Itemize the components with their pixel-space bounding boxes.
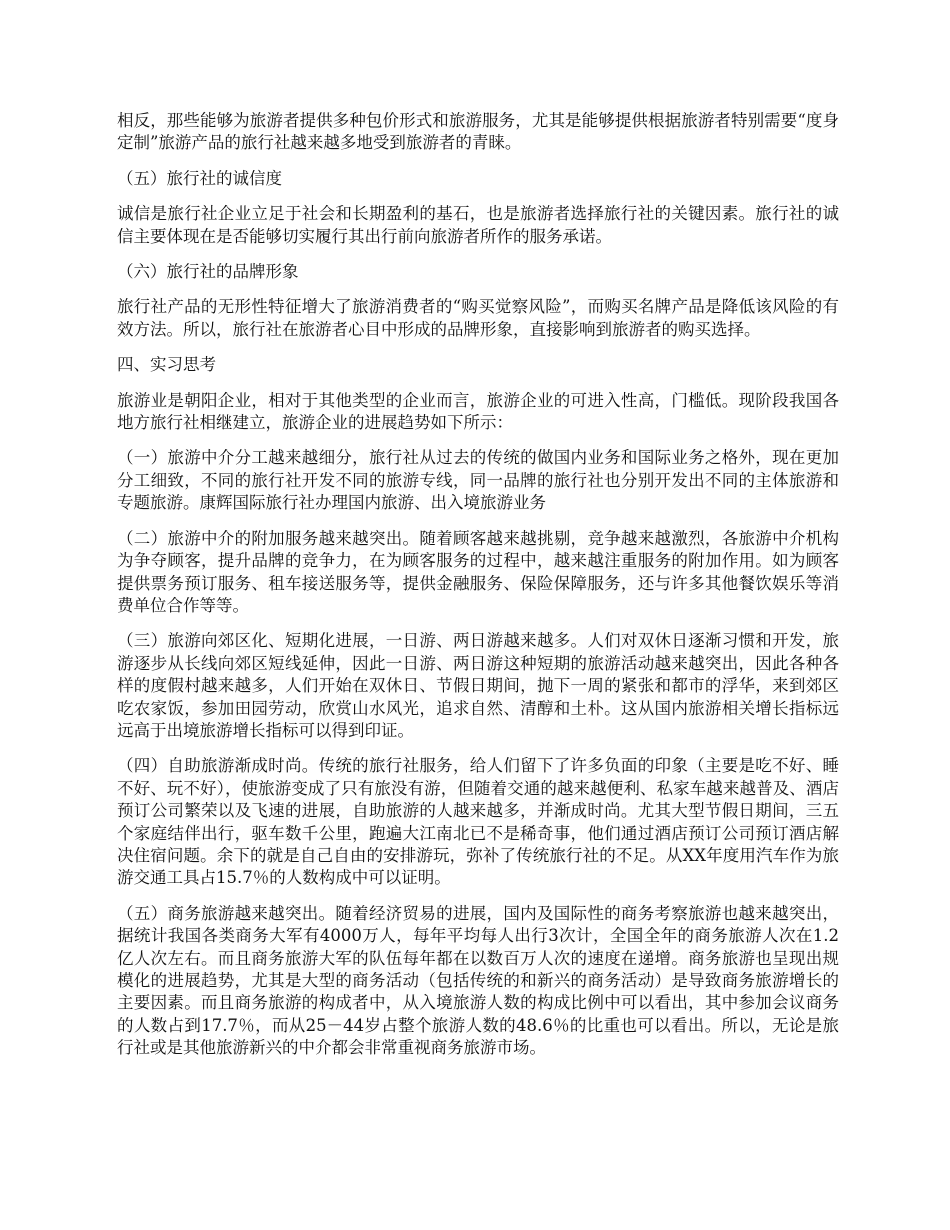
paragraph: 诚信是旅行社企业立足于社会和长期盈利的基石，也是旅游者选择旅行社的关键因素。旅行社的诚信主要体现在是否能够切实履行其出行前向旅游者所作的服务承诺。 xyxy=(117,204,839,246)
paragraph: 旅游业是朝阳企业，相对于其他类型的企业而言，旅游企业的可进入性高，门槛低。现阶段我国各地方旅行社相继建立，旅游企业的进展趋势如下所示： xyxy=(117,390,839,433)
document-page xyxy=(117,110,839,1073)
paragraph: （二）旅游中介的附加服务越来越突出。随着顾客越来越挑剔，竞争越来越激烈，各旅游中介机构为争夺顾客，提升品牌的竞争力，在为顾客服务的过程中，越来越注重服务的附加作用。如为顾客提供票务预订服务、租车接送服务等，提供金融服务、保险保障服务，还与许多其他餐饮娱乐等消费单位合作等等。 xyxy=(117,528,839,615)
paragraph: 旅行社产品的无形性特征增大了旅游消费者的“购买觉察风险”，而购买名牌产品是降低该风险的有效方法。所以，旅行社在旅游者心目中形成的品牌形象，直接影响到旅游者的购买选择。 xyxy=(117,297,839,339)
section-heading: （六）旅行社的品牌形象 xyxy=(117,262,299,282)
paragraph: （三）旅游向郊区化、短期化进展，一日游、两日游越来越多。人们对双休日逐渐习惯和开发，旅游逐步从长线向郊区短线延伸，因此一日游、两日游这种短期的旅游活动越来越突出，因此各种各样的度假村越来越多，人们开始在双休日、节假日期间，抛下一周的紧张和都市的浮华，来到郊区吃农家饭，参加田园劳动，欣赏山水风光，追求自然、清醇和土朴。这从国内旅游相关增长指标远远高于出境旅游增长指标可以得到印证。 xyxy=(117,631,839,740)
section-heading: （五）旅行社的诚信度 xyxy=(117,168,282,188)
paragraph: （五）商务旅游越来越突出。随着经济贸易的进展，国内及国际性的商务考察旅游也越来越突出，据统计我国各类商务大军有4000万人，每年平均每人出行3次计，全国全年的商务旅游人次在1.2亿人次左右。而且商务旅游大军的队伍每年都在以数百万人次的速度在递增。商务旅游也呈现出规模化的进展趋势，尤其是大型的商务活动（包括传统的和新兴的商务活动）是导致商务旅游增长的主要因素。而且商务旅游的构成者中，从入境旅游人数的构成比例中可以看出，其中参加会议商务的人数占到17.7％，而从25－44岁占整个旅游人数的48.6％的比重也可以看出。所以，无论是旅行社或是其他旅游新兴的中介都会非常重视商务旅游市场。 xyxy=(117,903,839,1058)
paragraph: （一）旅游中介分工越来越细分，旅行社从过去的传统的做国内业务和国际业务之格外，现在更加分工细致，不同的旅行社开发不同的旅游专线，同一品牌的旅行社也分别开发出不同的主体旅游和专题旅游。康辉国际旅行社办理国内旅游、出入境旅游业务 xyxy=(117,448,839,513)
paragraph: 相反，那些能够为旅游者提供多种包价形式和旅游服务，尤其是能够提供根据旅游者特别需要“度身定制”旅游产品的旅行社越来越多地受到旅游者的青睐。 xyxy=(117,111,839,153)
paragraph: （四）自助旅游渐成时尚。传统的旅行社服务，给人们留下了许多负面的印象（主要是吃不好、睡不好、玩不好），使旅游变成了只有旅没有游，但随着交通的越来越便利、私家车越来越普及、酒店预订公司繁荣以及飞速的进展，自助旅游的人越来越多，并渐成时尚。尤其大型节假日期间，三五个家庭结伴出行，驱车数千公里，跑遍大江南北已不是稀奇事，他们通过酒店预订公司预订酒店解决住宿问题。余下的就是自己自由的安排游玩，弥补了传统旅行社的不足。从XX年度用汽车作为旅游交通工具占15.7％的人数构成中可以证明。 xyxy=(117,756,839,888)
section-heading: 四、实习思考 xyxy=(117,355,216,375)
